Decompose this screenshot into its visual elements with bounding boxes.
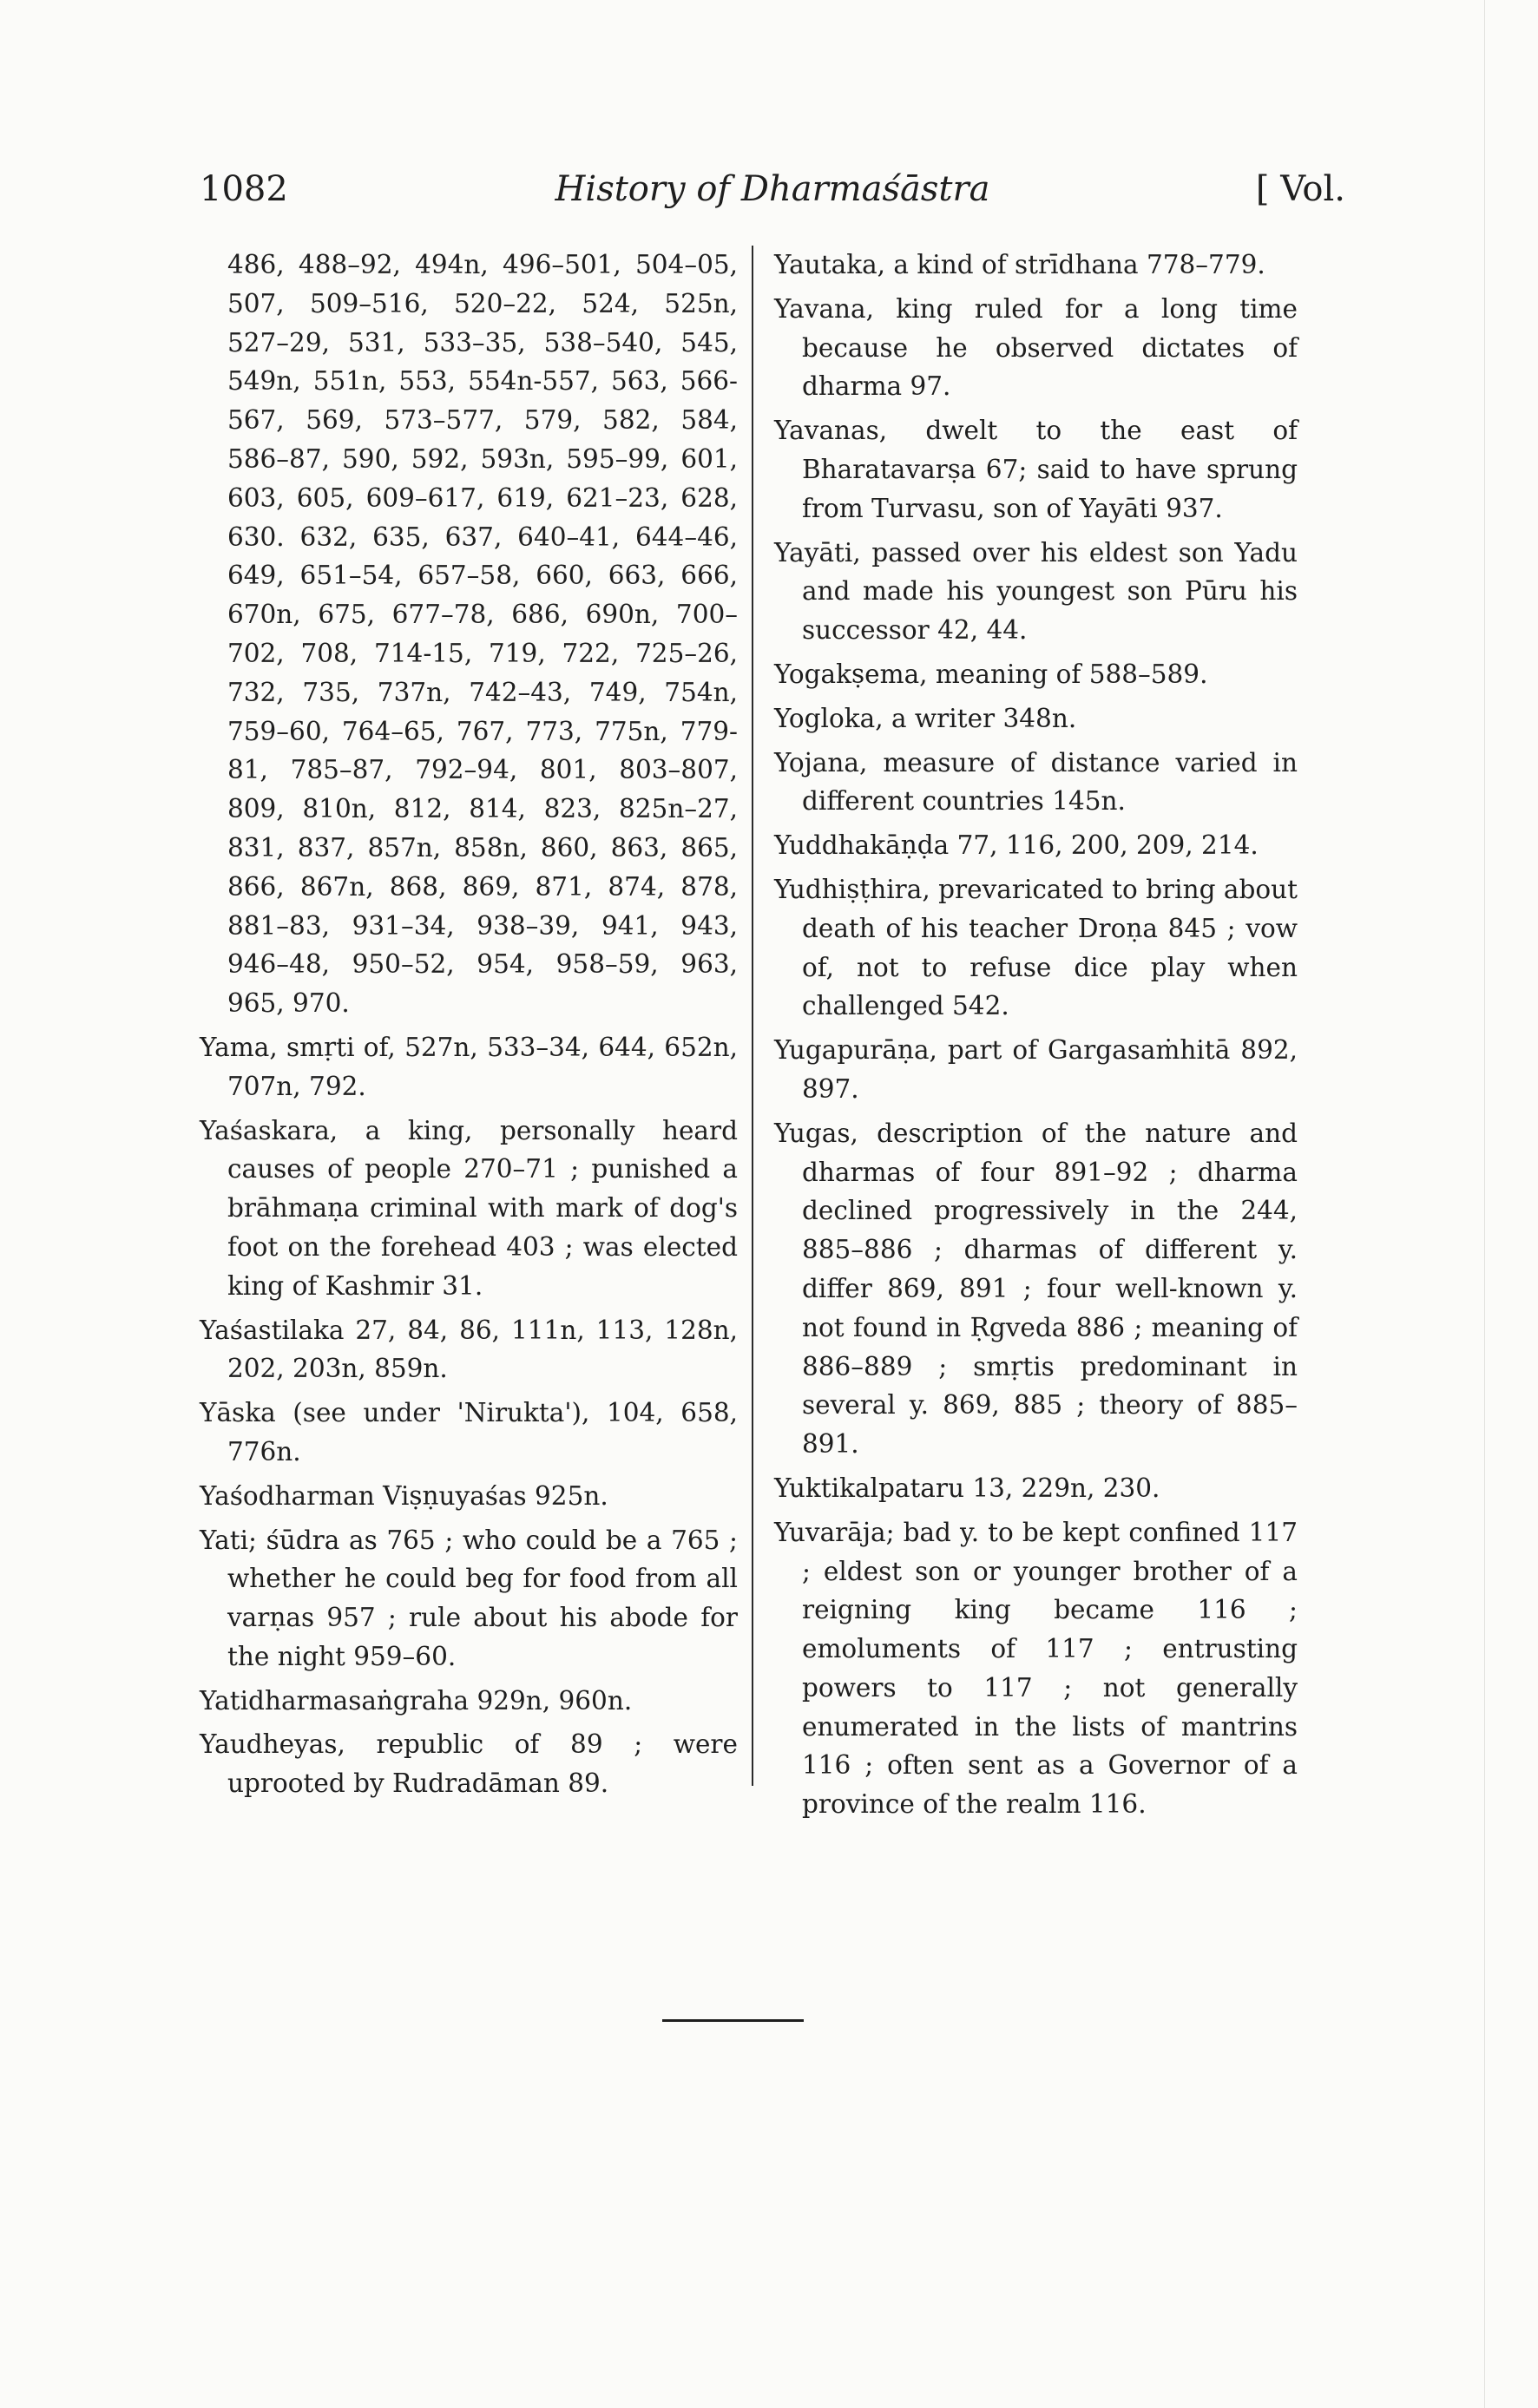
index-entry: Yogakṣema, meaning of 588–589. <box>774 659 1208 689</box>
index-entry: Yaśastilaka 27, 84, 86, 111n, 113, 128n, 202, 203n, 859n. <box>200 1315 738 1384</box>
page-edge-line <box>1484 0 1485 2408</box>
index-entry: Yaudheyas, republic of 89 ; were uprooted by Rudradāman 89. <box>200 1729 738 1799</box>
index-entry: Yama, smṛti of, 527n, 533–34, 644, 652n, 707n, 792. <box>200 1032 738 1101</box>
index-entry: Yogloka, a writer 348n. <box>774 703 1077 733</box>
page-number: 1082 <box>200 169 288 209</box>
running-title: History of Dharmaśāstra <box>555 169 990 209</box>
column-divider <box>752 246 753 1786</box>
index-entry: Yugas, description of the nature and dharmas of four 891–92 ; dharma declined progressively in the 244, 885–886 ; dharmas of different y. differ 869, 891 ; four well-known y. not found in Ṛgveda 886 ; meaning of 886–889 ; smṛtis predominant in several y. 869, 885 ; theory of 885–891. <box>774 1118 1298 1460</box>
index-entry: Yaśaskara, a king, personally heard causes of people 270–71 ; punished a brāhmaṇa criminal with mark of dog's foot on the forehead 403 ; was elected king of Kashmir 31. <box>200 1115 738 1301</box>
index-entry: Yautaka, a kind of strīdhana 778–779. <box>774 250 1265 279</box>
index-entry: Yuvarāja; bad y. to be kept confined 117 ; eldest son or younger brother of a reigning king became 116 ; emoluments of 117 ; entrusting powers to 117 ; not generally enumerated in the lists of mantrins 116 ; often sent as a Governor of a province of the realm 116. <box>774 1517 1298 1820</box>
index-entry: Yudhiṣṭhira, prevaricated to bring about death of his teacher Droṇa 845 ; vow of, not to refuse dice play when challenged 542. <box>774 874 1298 1021</box>
index-entry: Yayāti, passed over his eldest son Yadu and made his youngest son Pūru his successor 42, 44. <box>774 537 1298 646</box>
index-entry: Yatidharmasaṅgraha 929n, 960n. <box>200 1685 633 1716</box>
index-entry: Yavanas, dwelt to the east of Bharatavarṣa 67; said to have sprung from Turvasu, son of Yayāti 937. <box>774 416 1298 523</box>
index-column-left <box>200 246 738 1808</box>
index-entry: Yuktikalpataru 13, 229n, 230. <box>774 1473 1160 1503</box>
index-entry: Yavana, king ruled for a long time because he observed dictates of dharma 97. <box>774 293 1298 402</box>
index-column-right <box>774 246 1298 1829</box>
index-entry: Yāska (see under 'Nirukta'), 104, 658, 776n. <box>200 1398 738 1466</box>
index-entry: Yuddhakāṇḍa 77, 116, 200, 209, 214. <box>774 830 1259 861</box>
index-entry: Yugapurāṇa, part of Gargasaṁhitā 892, 897. <box>774 1035 1298 1104</box>
index-entry: Yati; śūdra as 765 ; who could be a 765 ; whether he could beg for food from all varṇas 957 ; rule about his abode for the night 959–60. <box>200 1525 738 1671</box>
index-entry-continuation: 486, 488–92, 494n, 496–501, 504–05, 507, 509–516, 520–22, 524, 525n, 527–29, 531, 533–35, 538–540, 545, 549n, 551n, 553, 554n-557, 563, 566-567, 569, 573–577, 579, 582, 584, 586–87, 590, 592, 593n, 595–99, 601, 603, 605, 609–617, 619, 621–23, 628, 630. 632, 635, 637, 640–41, 644–46, 649, 651–54, 657–58, 660, 663, 666, 670n, 675, 677–78, 686, 690n, 700–702, 708, 714-15, 719, 722, 725–26, 732, 735, 737n, 742–43, 749, 754n, 759–60, 764–65, 767, 773, 775n, 779-81, 785–87, 792–94, 801, 803–807, 809, 810n, 812, 814, 823, 825n–27, 831, 837, 857n, 858n, 860, 863, 865, 866, 867n, 868, 869, 871, 874, 878, 881–83, 931–34, 938–39, 941, 943, 946–48, 950–52, 954, 958–59, 963, 965, 970. <box>227 250 738 1019</box>
end-of-index-rule <box>662 2019 804 2022</box>
volume-label: [ Vol. <box>1255 169 1345 209</box>
index-entry: Yaśodharman Viṣṇuyaśas 925n. <box>200 1480 608 1511</box>
index-entry: Yojana, measure of distance varied in different countries 145n. <box>774 747 1298 817</box>
page-header <box>200 169 1345 221</box>
